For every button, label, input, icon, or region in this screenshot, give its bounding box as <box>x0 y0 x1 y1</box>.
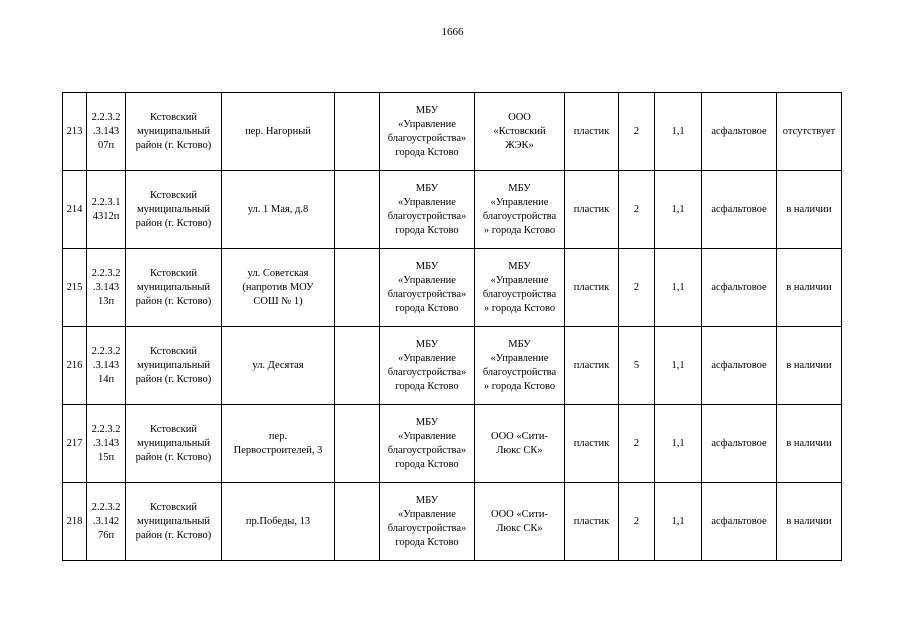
fence-status-cell: отсутствует <box>777 93 842 171</box>
fence-status-cell: в наличии <box>777 405 842 483</box>
blank-cell <box>335 405 380 483</box>
container-material-cell: пластик <box>565 93 619 171</box>
fence-status-cell: в наличии <box>777 249 842 327</box>
table-row <box>63 171 842 249</box>
operator-cell: ООО «Сити- Люкс СК» <box>475 483 565 561</box>
container-count-cell: 2 <box>619 249 655 327</box>
blank-cell <box>335 93 380 171</box>
container-volume-cell: 1,1 <box>655 171 702 249</box>
container-count-cell: 2 <box>619 405 655 483</box>
container-material-cell: пластик <box>565 483 619 561</box>
blank-cell <box>335 483 380 561</box>
address-cell: ул. Десятая <box>222 327 335 405</box>
container-count-cell: 2 <box>619 171 655 249</box>
container-material-cell: пластик <box>565 171 619 249</box>
address-cell: пр.Победы, 13 <box>222 483 335 561</box>
owner-cell: МБУ «Управление благоустройства» города Кстово <box>380 327 475 405</box>
district-cell: Кстовский муниципальный район (г. Кстово) <box>126 171 222 249</box>
surface-type-cell: асфальтовое <box>702 171 777 249</box>
owner-cell: МБУ «Управление благоустройства» города Кстово <box>380 483 475 561</box>
surface-type-cell: асфальтовое <box>702 93 777 171</box>
operator-cell: ООО «Сити- Люкс СК» <box>475 405 565 483</box>
owner-cell: МБУ «Управление благоустройства» города Кстово <box>380 171 475 249</box>
container-count-cell: 2 <box>619 483 655 561</box>
registry-table <box>62 92 842 561</box>
site-code-cell: 2.2.3.2 .3.143 07п <box>87 93 126 171</box>
container-count-cell: 2 <box>619 93 655 171</box>
container-material-cell: пластик <box>565 405 619 483</box>
operator-cell: ООО «Кстовский ЖЭК» <box>475 93 565 171</box>
page-number: 1666 <box>441 26 464 38</box>
surface-type-cell: асфальтовое <box>702 327 777 405</box>
container-volume-cell: 1,1 <box>655 327 702 405</box>
row-number-cell: 213 <box>63 93 87 171</box>
row-number-cell: 216 <box>63 327 87 405</box>
site-code-cell: 2.2.3.2 .3.143 13п <box>87 249 126 327</box>
table-row <box>63 327 842 405</box>
owner-cell: МБУ «Управление благоустройства» города Кстово <box>380 405 475 483</box>
address-cell: ул. Советская (напротив МОУ СОШ № 1) <box>222 249 335 327</box>
site-code-cell: 2.2.3.1 4312п <box>87 171 126 249</box>
district-cell: Кстовский муниципальный район (г. Кстово) <box>126 483 222 561</box>
container-material-cell: пластик <box>565 249 619 327</box>
surface-type-cell: асфальтовое <box>702 249 777 327</box>
row-number-cell: 217 <box>63 405 87 483</box>
table-row <box>63 249 842 327</box>
site-code-cell: 2.2.3.2 .3.143 14п <box>87 327 126 405</box>
surface-type-cell: асфальтовое <box>702 405 777 483</box>
district-cell: Кстовский муниципальный район (г. Кстово) <box>126 405 222 483</box>
address-cell: пер. Нагорный <box>222 93 335 171</box>
address-cell: пер. Первостроителей, 3 <box>222 405 335 483</box>
container-material-cell: пластик <box>565 327 619 405</box>
container-volume-cell: 1,1 <box>655 93 702 171</box>
blank-cell <box>335 249 380 327</box>
district-cell: Кстовский муниципальный район (г. Кстово) <box>126 249 222 327</box>
operator-cell: МБУ «Управление благоустройства » города Кстово <box>475 171 565 249</box>
surface-type-cell: асфальтовое <box>702 483 777 561</box>
container-volume-cell: 1,1 <box>655 483 702 561</box>
container-volume-cell: 1,1 <box>655 249 702 327</box>
container-count-cell: 5 <box>619 327 655 405</box>
row-number-cell: 218 <box>63 483 87 561</box>
operator-cell: МБУ «Управление благоустройства » города Кстово <box>475 249 565 327</box>
district-cell: Кстовский муниципальный район (г. Кстово) <box>126 327 222 405</box>
blank-cell <box>335 171 380 249</box>
container-volume-cell: 1,1 <box>655 405 702 483</box>
district-cell: Кстовский муниципальный район (г. Кстово) <box>126 93 222 171</box>
operator-cell: МБУ «Управление благоустройства » города Кстово <box>475 327 565 405</box>
owner-cell: МБУ «Управление благоустройства» города Кстово <box>380 249 475 327</box>
owner-cell: МБУ «Управление благоустройства» города Кстово <box>380 93 475 171</box>
fence-status-cell: в наличии <box>777 483 842 561</box>
table-row <box>63 483 842 561</box>
blank-cell <box>335 327 380 405</box>
address-cell: ул. 1 Мая, д.8 <box>222 171 335 249</box>
site-code-cell: 2.2.3.2 .3.143 15п <box>87 405 126 483</box>
site-code-cell: 2.2.3.2 .3.142 76п <box>87 483 126 561</box>
row-number-cell: 214 <box>63 171 87 249</box>
fence-status-cell: в наличии <box>777 327 842 405</box>
row-number-cell: 215 <box>63 249 87 327</box>
table-row <box>63 93 842 171</box>
fence-status-cell: в наличии <box>777 171 842 249</box>
table-row <box>63 405 842 483</box>
